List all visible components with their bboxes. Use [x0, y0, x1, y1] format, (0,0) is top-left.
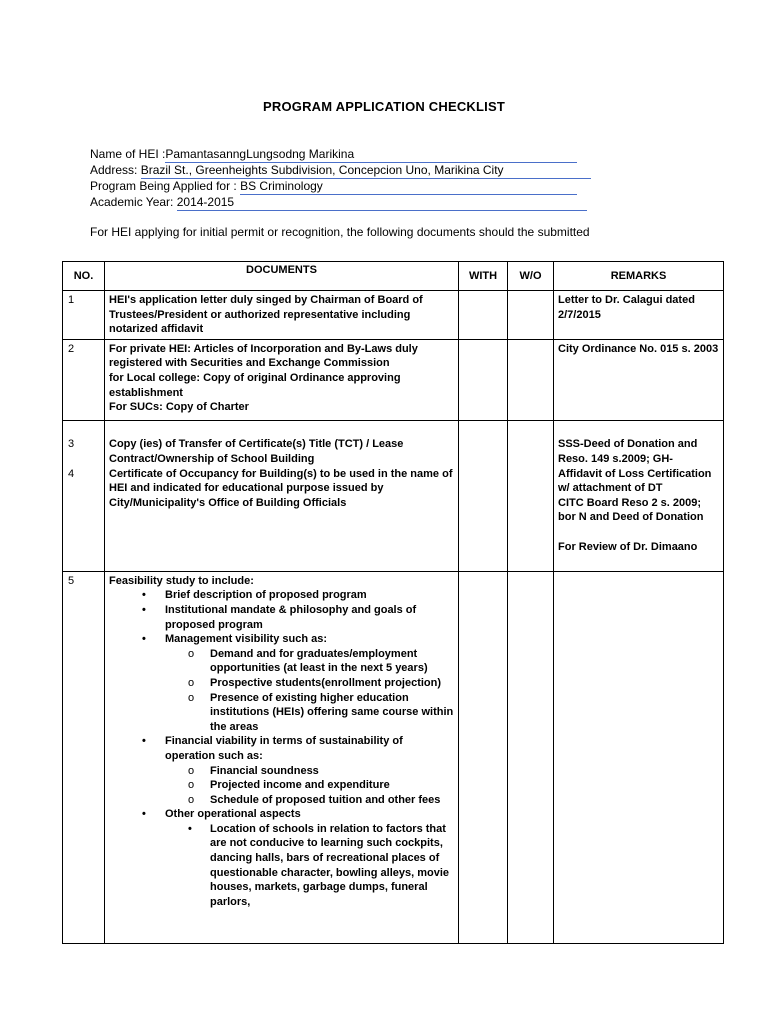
without-cell[interactable]: [508, 571, 554, 943]
page-title: PROGRAM APPLICATION CHECKLIST: [263, 99, 505, 114]
header-documents: DOCUMENTS: [105, 262, 459, 291]
list-item: o Schedule of proposed tuition and other fees: [109, 793, 454, 808]
with-cell[interactable]: [459, 339, 508, 420]
row-remarks: [554, 420, 724, 571]
row-number: 1: [63, 291, 105, 340]
intro-text: For HEI applying for initial permit or recognition, the following documents should the submitted: [90, 225, 590, 239]
row-remarks: [554, 571, 724, 943]
academic-year-line: [90, 194, 591, 210]
list-item: o Prospective students(enrollment projection): [109, 676, 454, 691]
row-document: HEI's application letter duly singed by Chairman of Board of Trustees/President or authorized representative including notarized affidavit: [105, 291, 459, 340]
list-item: o Projected income and expenditure: [109, 778, 454, 793]
row-document: [105, 571, 459, 943]
row-remarks: Letter to Dr. Calagui dated 2/7/2015: [554, 291, 724, 340]
remark-sss: SSS-Deed of Donation and Reso. 149 s.2009; GH- Affidavit of Loss Certification w/ attachment of DT: [558, 438, 712, 495]
feasibility-intro: Feasibility study to include:: [109, 574, 254, 587]
with-cell[interactable]: [459, 420, 508, 571]
program-line: [90, 178, 591, 194]
with-cell[interactable]: [459, 571, 508, 943]
header-no: NO.: [63, 262, 105, 291]
doc-sucs: For SUCs: Copy of Charter: [109, 401, 249, 414]
remark-review: For Review of Dr. Dimaano: [558, 540, 698, 553]
with-cell[interactable]: [459, 291, 508, 340]
list-item: • Institutional mandate & philosophy and goals of proposed program: [109, 603, 454, 632]
list-item: • Other operational aspects: [109, 807, 454, 822]
address-line: [90, 162, 591, 178]
without-cell[interactable]: [508, 420, 554, 571]
header-without: W/O: [508, 262, 554, 291]
table-row: [63, 571, 724, 943]
row-number-3: 3: [68, 438, 75, 451]
list-item: • Financial viability in terms of sustainability of operation such as:: [109, 734, 454, 763]
table-row: [63, 339, 724, 420]
academic-year-label: Academic Year:: [90, 195, 177, 209]
row-number: [63, 420, 105, 571]
list-item: o Financial soundness: [109, 764, 454, 779]
list-item: • Brief description of proposed program: [109, 588, 454, 603]
table-header-row: [63, 262, 724, 291]
list-item: o Presence of existing higher education institutions (HEIs) offering same course within the areas: [109, 691, 454, 735]
row-document: [105, 339, 459, 420]
academic-year-value: 2014-2015: [177, 195, 587, 211]
address-value: Brazil St., Greenheights Subdivision, Concepcion Uno, Marikina City: [141, 163, 591, 179]
row-number: 5: [63, 571, 105, 943]
address-label: Address:: [90, 163, 141, 177]
doc-tct: Copy (ies) of Transfer of Certificate(s) Title (TCT) / Lease Contract/Ownership of School Building: [109, 438, 404, 465]
program-label: Program Being Applied for :: [90, 179, 241, 193]
row-document: [105, 420, 459, 571]
row-remarks: City Ordinance No. 015 s. 2003: [554, 339, 724, 420]
list-item: • Management visibility such as:: [109, 632, 454, 647]
remark-citc: CITC Board Reso 2 s. 2009; bor N and Deed of Donation: [558, 496, 704, 524]
row-number: 2: [63, 339, 105, 420]
header-with: WITH: [459, 262, 508, 291]
doc-local-college: for Local college: Copy of original Ordinance approving establishment: [109, 371, 401, 399]
hei-name-line: [90, 146, 591, 162]
without-cell[interactable]: [508, 291, 554, 340]
checklist-table: [62, 261, 724, 944]
table-row: [63, 420, 724, 571]
header-remarks: REMARKS: [554, 262, 724, 291]
doc-occupancy: Certificate of Occupancy for Building(s) to be used in the name of HEI and indicated for educational purpose issued by City/Municipality's Office of Building Officials: [109, 467, 453, 509]
doc-private-hei: For private HEI: Articles of Incorporation and By-Laws duly registered with Securities and Exchange Commission: [109, 342, 418, 370]
hei-name-value: PamantasanngLungsodng Marikina: [165, 147, 577, 163]
list-item: o Demand and for graduates/employment opportunities (at least in the next 5 years): [109, 647, 454, 676]
without-cell[interactable]: [508, 339, 554, 420]
row-number-4: 4: [68, 467, 75, 480]
program-value: BS Criminology: [240, 179, 577, 195]
list-item: • Location of schools in relation to factors that are not conducive to learning such cockpits, dancing halls, bars of recreational places of questionable character, bowling alleys, movie houses, markets, garbage dumps, funeral parlors,: [109, 822, 454, 910]
hei-info-block: [90, 146, 591, 210]
hei-name-label: Name of HEI :: [90, 147, 166, 161]
table-row: [63, 291, 724, 340]
